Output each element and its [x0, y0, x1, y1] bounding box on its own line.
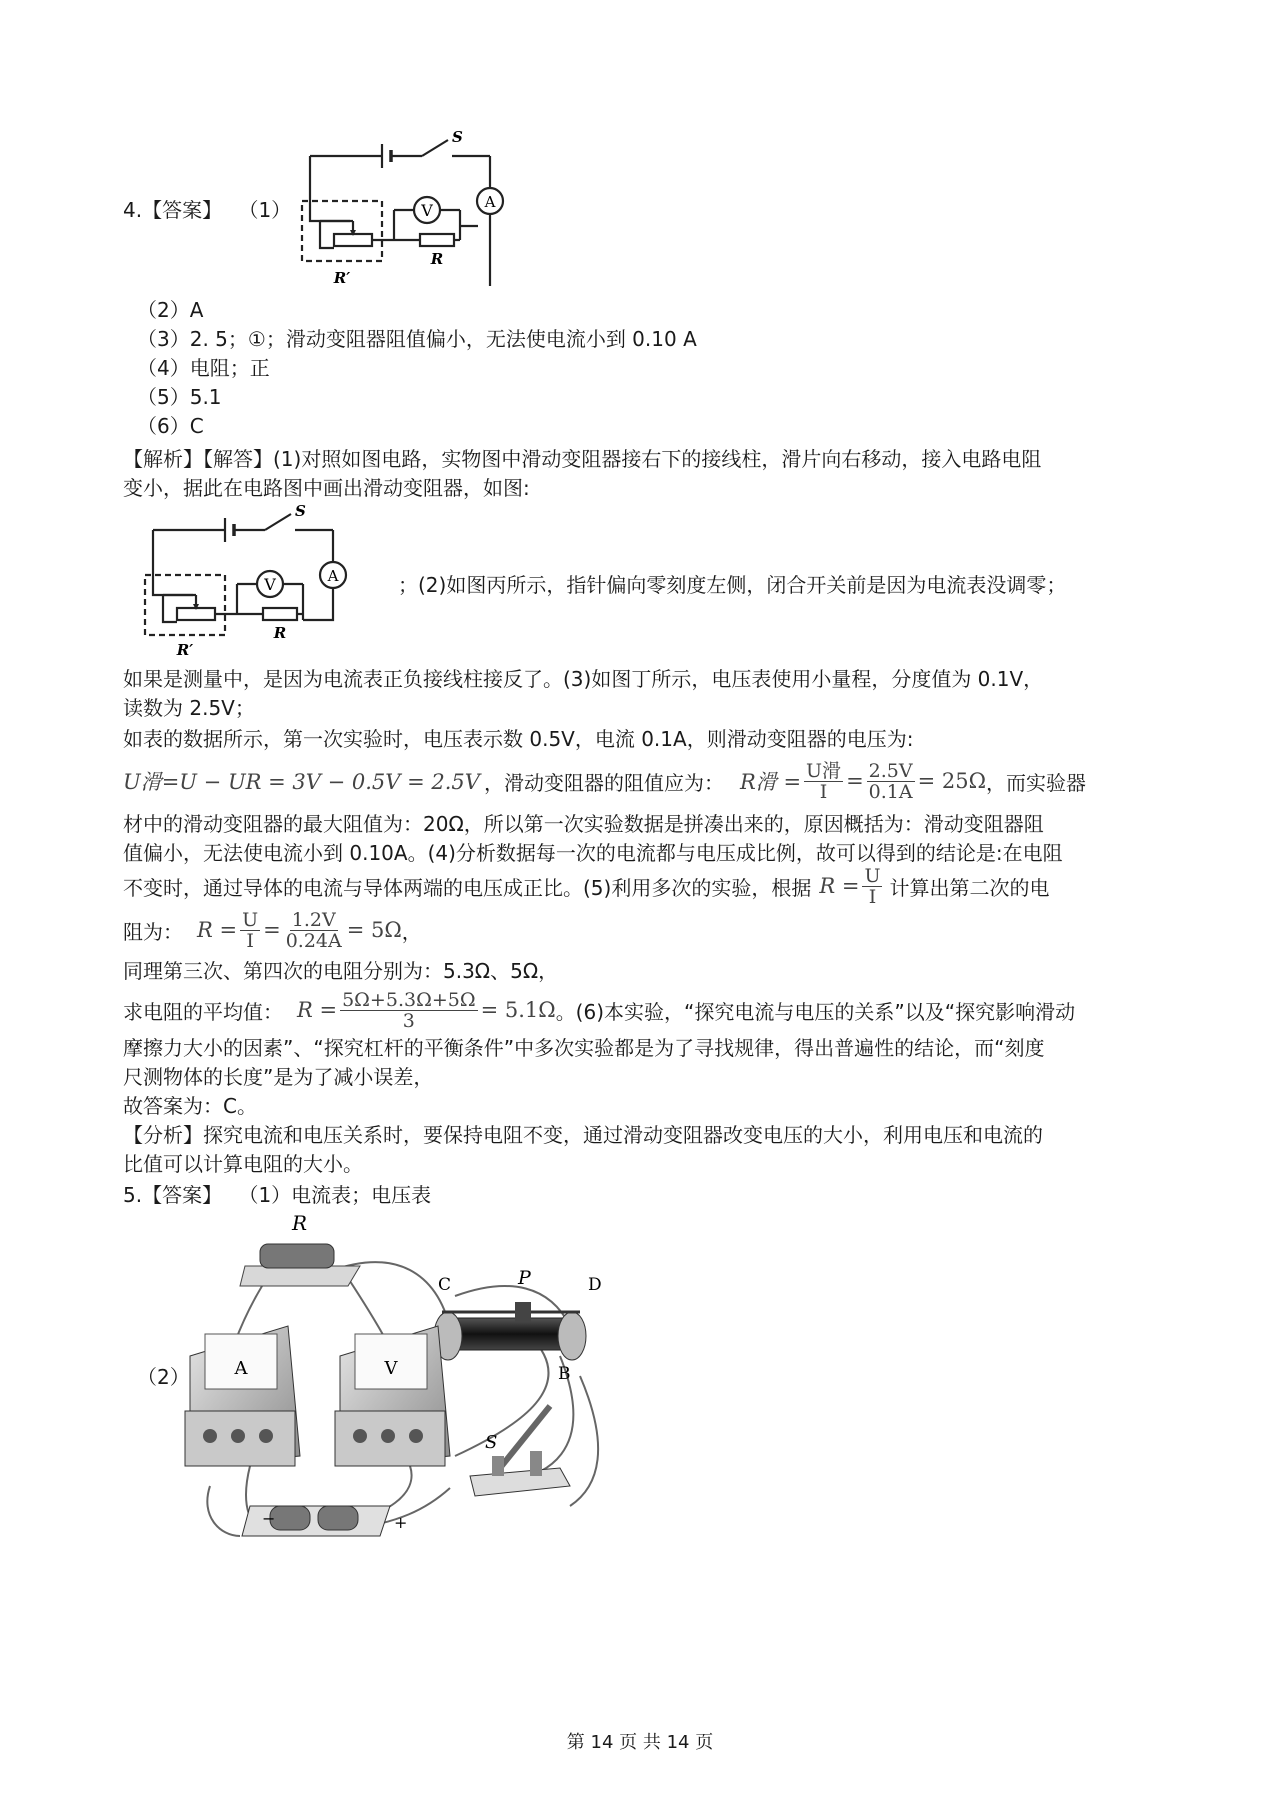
formula-line-2 [123, 866, 1173, 906]
formula-result-5-1: = 5.1Ω [480, 998, 556, 1022]
explain-line-4: 如果是测量中，是因为电流表正负接线柱接反了。(3)如图丁所示，电压表使用小量程，分度值为 0.1V， [123, 667, 1044, 691]
apparatus-d-label: D [588, 1275, 602, 1295]
analysis-line-1: 【分析】探究电流和电压关系时，要保持电阻不变，通过滑动变阻器改变电压的大小，利用电压和电流的 [123, 1123, 1043, 1147]
explain-line-7a: ，滑动变阻器的阻值应为： [483, 770, 724, 795]
page-footer: 第 14 页 共 14 页 [566, 1732, 714, 1753]
answer-3: （3）2. 5；①；滑动变阻器阻值偏小，无法使电流小到 0.10 A [137, 327, 697, 351]
apparatus-c-label: C [438, 1275, 452, 1295]
explain-line-15: 尺测物体的长度”是为了减小误差， [123, 1065, 434, 1089]
explain-line-6: 如表的数据所示，第一次实验时，电压表示数 0.5V，电流 0.1A，则滑动变阻器的电压为: [123, 727, 914, 751]
explain-line-16: 故答案为：C。 [123, 1094, 257, 1118]
explain-line-8: 材中的滑动变阻器的最大阻值为：20Ω，所以第一次实验数据是拼凑出来的，原因概括为：滑动变阻器阻 [123, 812, 1044, 836]
explain-line-3: ；(2)如图丙所示，指针偏向零刻度左侧，闭合开关前是因为电流表没调零； [398, 573, 1067, 597]
apparatus-p-label: P [518, 1267, 531, 1289]
switch-label-2: S [295, 502, 306, 520]
formula-line-4 [123, 987, 1173, 1033]
q5-label: 5.【答案】 [123, 1183, 223, 1207]
explain-line-11a: 阻为： [123, 919, 183, 944]
q4-label: 4.【答案】 [123, 198, 223, 222]
q5-part2: （2） [137, 1365, 190, 1389]
apparatus-diagram [180, 1206, 680, 1551]
circuit-diagram-1 [290, 126, 520, 291]
switch-label: S [452, 128, 463, 146]
explain-line-13b: 。(6)本实验，“探究电流与电压的关系”以及“探究影响滑动 [555, 999, 1076, 1024]
analysis-line-2: 比值可以计算电阻的大小。 [123, 1152, 363, 1176]
ammeter-label: A [484, 193, 496, 211]
voltmeter-label-2: V [264, 575, 276, 594]
formula-u-slide: U滑=U − UR = 3V − 0.5V = 2.5V [123, 770, 480, 794]
q5-answer-1: （1）电流表；电压表 [238, 1183, 432, 1207]
fraction-average: $\frac{5\Omega+5.3\Omega+5\Omega}{3}$ [342, 988, 476, 1032]
formula-r-lhs-3: R = [297, 998, 338, 1022]
apparatus-r-label: R [292, 1211, 308, 1235]
q4-label-line [123, 196, 291, 225]
formula-r-lhs: R = [819, 874, 860, 898]
rheostat-label-2: R′ [176, 641, 194, 659]
formula-r-slide-lhs: R滑 = [739, 770, 802, 794]
apparatus-pos-label: + [394, 1513, 408, 1532]
fraction-1-2v-over-0-24a: $\frac{1.2V}{0.24A}$ [285, 908, 342, 952]
resistor-label-2: R [273, 624, 287, 642]
explain-line-11b: ， [401, 919, 422, 944]
q4-part1: （1） [238, 198, 292, 222]
formula-result-25: = 25Ω [917, 769, 987, 793]
answer-6: （6）C [137, 414, 204, 438]
apparatus-ammeter-label: A [234, 1358, 248, 1379]
explain-line-1: 【解析】【解答】(1)对照如图电路，实物图中滑动变阻器接右下的接线柱，滑片向右移动，接入电路电阻 [123, 447, 1042, 471]
ammeter-label-2: A [327, 567, 339, 585]
fraction-u-over-i: $\frac{\text{U滑}}{I}$ [806, 759, 842, 803]
rheostat-label: R′ [333, 269, 351, 287]
formula-result-5: = 5Ω [346, 918, 402, 942]
answer-2: （2）A [137, 298, 204, 322]
explain-line-12: 同理第三次、第四次的电阻分别为：5.3Ω、5Ω， [123, 959, 559, 983]
formula-r-lhs-2: R = [197, 918, 238, 942]
explain-line-10b: 计算出第二次的电 [889, 875, 1050, 900]
apparatus-voltmeter-label: V [384, 1358, 398, 1379]
explain-line-9: 值偏小，无法使电流小到 0.10A。(4)分析数据每一次的电流都与电压成比例，故可以得到的结论是:在电阻 [123, 841, 1063, 865]
apparatus-s-label: S [485, 1432, 498, 1453]
explain-line-2: 变小，据此在电路图中画出滑动变阻器，如图: [123, 476, 530, 500]
fraction-2-5v-over-0-1a: $\frac{2.5V}{0.1A}$ [868, 759, 913, 803]
formula-line-1: U滑=U − UR = 3V − 0.5V = 2.5V ，滑动变阻器的阻值应为： R滑 = $\frac{\text{U滑}}{I}$ = $\frac{2.5V}{0.1A}$ = 25Ω ，而实验器 [123, 759, 1087, 803]
explain-line-10a: 不变时，通过导体的电流与导体两端的电压成正比。(5)利用多次的实验，根据 [123, 875, 812, 900]
resistor-label: R [430, 250, 444, 268]
answer-4: （4）电阻；正 [137, 356, 270, 380]
formula-line-3: 阻为： R = $\frac{U}{I}$ = $\frac{1.2V}{0.24A}$ = 5Ω ， [123, 908, 422, 952]
explain-line-5: 读数为 2.5V； [123, 696, 255, 720]
circuit-diagram-2 [128, 500, 368, 660]
fraction-u-over-i-3: $\frac{U}{I}$ [242, 908, 259, 952]
answer-5: （5）5.1 [137, 385, 222, 409]
explain-line-14: 摩擦力大小的因素”、“探究杠杆的平衡条件”中多次实验都是为了寻找规律，得出普遍性的结论，而“刻度 [123, 1036, 1045, 1060]
apparatus-b-label: B [558, 1364, 571, 1384]
explain-line-7b: ，而实验器 [986, 770, 1087, 795]
apparatus-neg-label: − [262, 1509, 276, 1528]
fraction-u-over-i-2: $\frac{U}{I}$ [864, 864, 881, 908]
explain-line-13a: 求电阻的平均值： [123, 999, 283, 1024]
voltmeter-label: V [421, 201, 433, 220]
